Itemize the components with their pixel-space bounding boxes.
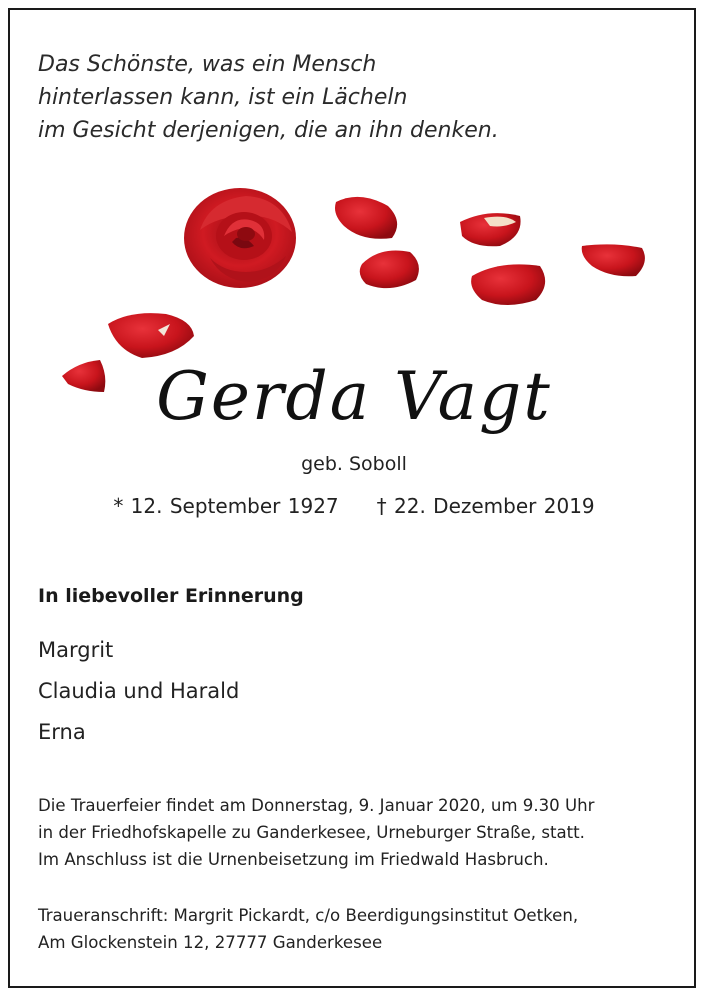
deceased-name: Gerda Vagt xyxy=(156,358,552,435)
mourning-address xyxy=(38,902,578,956)
address-line: Am Glockenstein 12, 27777 Ganderkesee xyxy=(38,933,383,952)
mourner: Claudia und Harald xyxy=(38,679,240,703)
obituary-frame xyxy=(8,8,696,988)
memorial-quote xyxy=(38,48,499,147)
ceremony-line: Die Trauerfeier findet am Donnerstag, 9. Januar 2020, um 9.30 Uhr xyxy=(38,796,595,815)
petal xyxy=(108,313,194,358)
petal xyxy=(582,244,645,276)
mourner: Erna xyxy=(38,720,86,744)
mourner: Margrit xyxy=(38,638,114,662)
rose-icon xyxy=(184,188,296,288)
mourners-list xyxy=(38,630,239,753)
petal xyxy=(360,251,419,289)
ceremony-line: Im Anschluss ist die Urnenbeisetzung im Friedwald Hasbruch. xyxy=(38,850,549,869)
life-dates xyxy=(10,494,698,518)
ceremony-details xyxy=(38,792,594,873)
quote-line: im Gesicht derjenigen, die an ihn denken. xyxy=(38,118,499,143)
petal xyxy=(335,197,397,239)
birth-name: geb. Soboll xyxy=(301,453,407,475)
quote-line: hinterlassen kann, ist ein Lächeln xyxy=(38,85,408,110)
petal xyxy=(471,264,545,305)
quote-line: Das Schönste, was ein Mensch xyxy=(38,52,377,77)
death-date: † 22. Dezember 2019 xyxy=(376,494,595,518)
address-line: Traueranschrift: Margrit Pickardt, c/o Beerdigungsinstitut Oetken, xyxy=(38,906,579,925)
birth-date: * 12. September 1927 xyxy=(113,494,339,518)
memory-heading: In liebevoller Erinnerung xyxy=(38,585,304,607)
ceremony-line: in der Friedhofskapelle zu Ganderkesee, Urneburger Straße, statt. xyxy=(38,823,585,842)
